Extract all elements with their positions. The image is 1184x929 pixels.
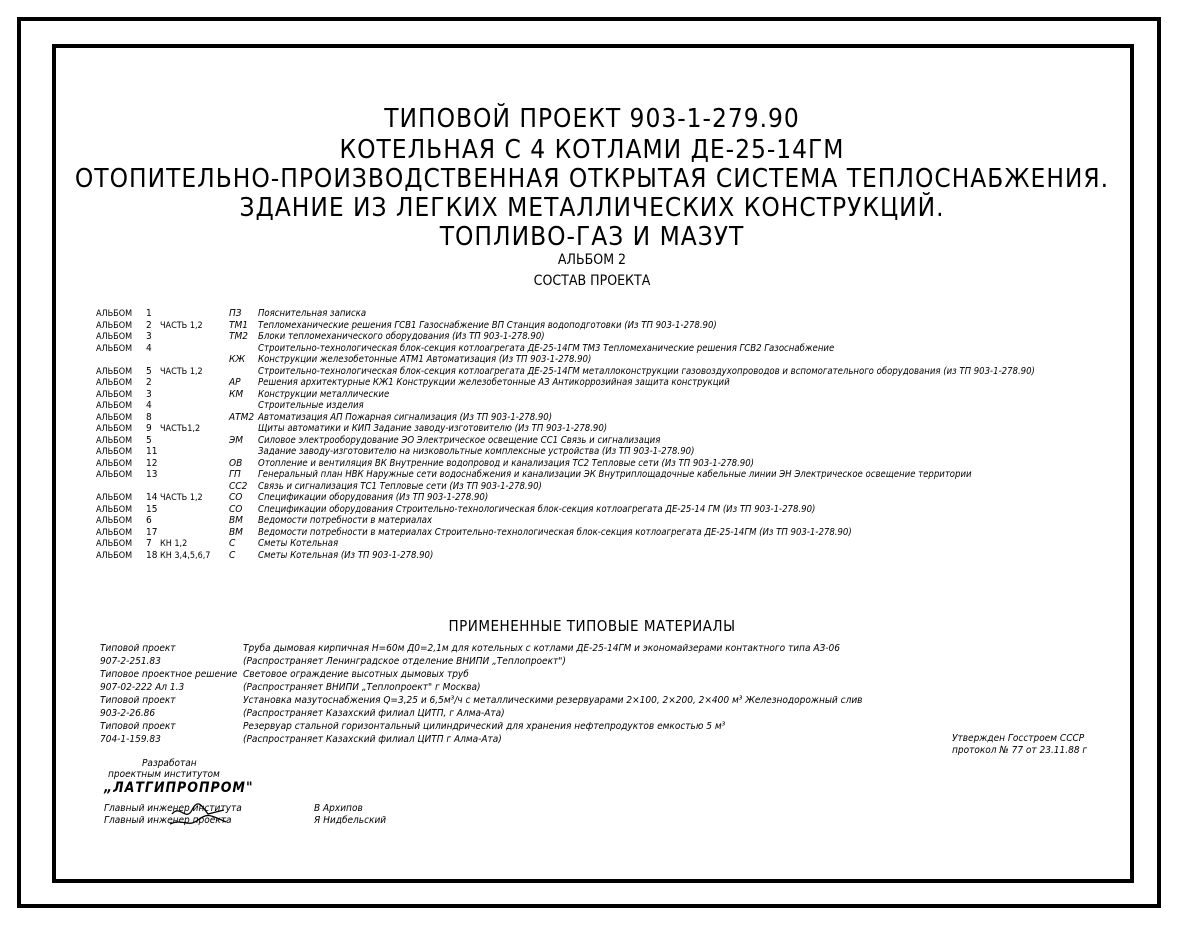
title-line-4: ЗДАНИЕ ИЗ ЛЕГКИХ МЕТАЛЛИЧЕСКИХ КОНСТРУКЦИЙ.	[239, 193, 945, 223]
album-row	[0, 492, 1184, 504]
material-reference: 907-2-251.83	[100, 656, 161, 667]
section-code: КМ	[229, 388, 244, 400]
title-line-5: ТОПЛИВО-ГАЗ И МАЗУТ	[439, 222, 745, 252]
album-number: 1	[146, 308, 152, 319]
album-row	[0, 308, 1184, 320]
album-part: ЧАСТЬ 1,2	[160, 493, 203, 503]
album-label: АЛЬБОМ	[96, 332, 133, 342]
material-row	[0, 682, 1184, 694]
material-reference: Типовой проект	[100, 695, 176, 706]
album-label: АЛЬБОМ	[96, 309, 133, 319]
album-label: АЛЬБОМ	[96, 470, 133, 480]
section-description: Строительные изделия	[258, 400, 364, 411]
material-description: (Распространяет Ленинградское отделение ВНИПИ „Теплопроект")	[243, 656, 566, 667]
album-part: ЧАСТЬ1,2	[160, 424, 201, 434]
album-row	[0, 423, 1184, 435]
signature-role-1: Главный инженер института	[104, 803, 242, 814]
section-code: ТМ1	[229, 319, 248, 331]
section-description: Сметы Котельная (Из ТП 903-1-278.90)	[258, 549, 434, 561]
album-number: 2	[146, 377, 152, 388]
section-code: АР	[229, 377, 241, 388]
section-code: СО	[229, 503, 243, 515]
section-description: Тепломеханические решения ГСВ1 Газоснабжение ВП Станция водоподготовки (Из ТП 903-1-278.90)	[258, 319, 717, 331]
album-label: АЛЬБОМ	[96, 401, 133, 411]
album-number: 8	[146, 411, 152, 423]
album-label: АЛЬБОМ	[96, 458, 133, 469]
handwritten-signature	[168, 800, 228, 828]
section-description: Щиты автоматики и КИП Задание заводу-изготовителю (Из ТП 903-1-278.90)	[258, 423, 608, 434]
material-description: (Распространяет ВНИПИ „Теплопроект" г Москва)	[243, 682, 481, 693]
section-description: Сметы Котельная	[258, 538, 339, 549]
album-number: 12	[146, 457, 158, 469]
album-row	[0, 469, 1184, 481]
album-row	[0, 331, 1184, 343]
section-description: Спецификации оборудования Строительно-технологическая блок-секция котлоагрегата ДЕ-25-14 ГМ (Из ТП 903-1-278.90)	[258, 503, 816, 515]
section-description: Ведомости потребности в материалах Строительно-технологическая блок-секция котлоагрегата ДЕ-25-14ГМ (Из ТП 903-1-278.90)	[258, 526, 852, 538]
signature-role-2: Главный инженер проекта	[104, 815, 232, 826]
material-description: (Распространяет Казахский филиал ЦИТП г Алма-Ата)	[243, 734, 502, 745]
album-label: АЛЬБОМ	[96, 539, 133, 549]
album-number: 14	[146, 492, 158, 503]
material-row	[0, 669, 1184, 681]
album-number: 7	[146, 538, 152, 549]
material-description: Установка мазутоснабжения Q=3,25 и 6,5м³/ч с металлическими резервуарами 2×100, 2×200, 2×400 м³ Железнодорожный слив	[243, 695, 863, 706]
section-description: Генеральный план НВК Наружные сети водоснабжения и канализации ЭК Внутриплощадочные кабельные линии ЭН Электрическое освещение территории	[258, 469, 972, 480]
developer-institute: „ЛАТГИПРОПРОМ"	[104, 780, 254, 796]
section-description: Связь и сигнализация ТС1 Тепловые сети (Из ТП 903-1-278.90)	[258, 480, 542, 492]
material-reference: Типовое проектное решение	[100, 669, 238, 680]
material-description: Световое ограждение высотных дымовых труб	[243, 669, 469, 680]
section-description: Конструкции железобетонные АТМ1 Автоматизация (Из ТП 903-1-278.90)	[258, 354, 592, 365]
section-description: Задание заводу-изготовителю на низковольтные комплексные устройства (Из ТП 903-1-278.90)	[258, 446, 695, 457]
signature-name-1: В Архипов	[314, 803, 363, 814]
album-number: 5	[146, 434, 152, 446]
developer-line-1: Разработан	[142, 758, 197, 769]
album-number: 15	[146, 503, 158, 515]
section-code: ПЗ	[229, 308, 242, 319]
section-description: Ведомости потребности в материалах	[258, 515, 433, 526]
material-row	[0, 695, 1184, 707]
section-description: Строительно-технологическая блок-секция котлоагрегата ДЕ-25-14ГМ металлоконструкции газовоздухопроводов и вспомогательного оборудования (из ТП 903-1-278.90)	[258, 365, 1035, 377]
album-number: 9	[146, 423, 152, 434]
album-number: 6	[146, 515, 152, 526]
material-description: Труба дымовая кирпичная Н=60м Д0=2,1м для котельных с котлами ДЕ-25-14ГМ и экономайзерами контактного типа АЗ-06	[243, 643, 840, 654]
section-code: КЖ	[229, 354, 246, 365]
materials-title: ПРИМЕНЕННЫЕ ТИПОВЫЕ МАТЕРИАЛЫ	[448, 617, 736, 635]
album-number: 18	[146, 549, 158, 561]
album-heading: АЛЬБОМ 2	[557, 252, 627, 268]
album-row	[0, 354, 1184, 366]
album-row	[0, 538, 1184, 550]
material-row	[0, 708, 1184, 720]
album-row	[0, 389, 1184, 401]
album-number: 4	[146, 342, 152, 354]
album-row	[0, 527, 1184, 539]
material-row	[0, 721, 1184, 733]
section-description: Автоматизация АП Пожарная сигнализация (Из ТП 903-1-278.90)	[258, 411, 553, 423]
section-code: СС2	[229, 480, 248, 492]
album-part: ЧАСТЬ 1,2	[160, 320, 203, 331]
section-code: ВМ	[229, 515, 243, 526]
section-code: ОВ	[229, 457, 243, 469]
album-row	[0, 550, 1184, 562]
section-description: Строительно-технологическая блок-секция котлоагрегата ДЕ-25-14ГМ ТМ3 Тепломеханические решения ГСВ2 Газоснабжение	[258, 342, 835, 354]
album-row	[0, 320, 1184, 332]
album-part: КН 3,4,5,6,7	[160, 550, 211, 561]
album-row	[0, 446, 1184, 458]
material-reference: 907-02-222 Ал 1.3	[100, 682, 185, 693]
section-description: Блоки тепломеханического оборудования (Из ТП 903-1-278.90)	[258, 331, 545, 342]
section-code: СО	[229, 492, 243, 503]
section-code: АТМ2	[229, 411, 255, 423]
section-description: Решения архитектурные КЖ1 Конструкции железобетонные АЗ Антикоррозийная защита конструкций	[258, 377, 730, 388]
title-line-3: ОТОПИТЕЛЬНО-ПРОИЗВОДСТВЕННАЯ ОТКРЫТАЯ СИСТЕМА ТЕПЛОСНАБЖЕНИЯ.	[74, 164, 1110, 194]
album-row	[0, 400, 1184, 412]
material-reference: 903-2-26.86	[100, 708, 156, 719]
title-line-1: ТИПОВОЙ ПРОЕКТ 903-1-279.90	[384, 104, 800, 134]
material-reference: 704-1-159.83	[100, 734, 161, 745]
album-label: АЛЬБОМ	[96, 550, 133, 561]
material-reference: Типовой проект	[100, 721, 176, 732]
album-row	[0, 377, 1184, 389]
album-label: АЛЬБОМ	[96, 493, 133, 503]
album-number: 17	[146, 526, 158, 538]
album-label: АЛЬБОМ	[96, 343, 133, 354]
album-number: 4	[146, 400, 152, 411]
album-label: АЛЬБОМ	[96, 389, 133, 400]
album-part: КН 1,2	[160, 539, 188, 549]
approval-line-1: Утвержден Госстроем СССР	[952, 733, 1085, 744]
signature-name-2: Я Нидбельский	[314, 815, 387, 826]
section-code: ВМ	[229, 526, 243, 538]
approval-line-2: протокол № 77 от 23.11.88 г	[952, 745, 1088, 756]
album-number: 3	[146, 331, 152, 342]
section-code: ГП	[229, 469, 241, 480]
album-row	[0, 343, 1184, 355]
album-label: АЛЬБОМ	[96, 435, 133, 446]
album-number: 2	[146, 319, 152, 331]
album-label: АЛЬБОМ	[96, 366, 133, 377]
section-description: Отопление и вентиляция ВК Внутренние водопровод и канализация ТС2 Тепловые сети (Из ТП 903-1-278.90)	[258, 457, 755, 469]
album-number: 13	[146, 469, 158, 480]
section-code: ТМ2	[229, 331, 248, 342]
approval-note	[952, 733, 1087, 757]
album-row	[0, 515, 1184, 527]
album-label: АЛЬБОМ	[96, 447, 133, 457]
section-code: ЭМ	[229, 434, 244, 446]
title-line-2: КОТЕЛЬНАЯ С 4 КОТЛАМИ ДЕ-25-14ГМ	[339, 135, 845, 165]
album-row	[0, 412, 1184, 424]
material-reference: Типовой проект	[100, 643, 176, 654]
section-code: С	[229, 538, 236, 549]
section-description: Пояснительная записка	[258, 308, 367, 319]
album-number: 5	[146, 365, 152, 377]
material-description: (Распространяет Казахский филиал ЦИТП, г Алма-Ата)	[243, 708, 505, 719]
album-label: АЛЬБОМ	[96, 516, 133, 526]
album-part: ЧАСТЬ 1,2	[160, 366, 203, 377]
section-code: С	[229, 549, 236, 561]
album-row	[0, 435, 1184, 447]
material-description: Резервуар стальной горизонтальный цилиндрический для хранения нефтепродуктов емкостью 5 м³	[243, 721, 726, 732]
album-row	[0, 481, 1184, 493]
developer-line-2: проектным институтом	[108, 769, 220, 780]
album-row	[0, 366, 1184, 378]
album-label: АЛЬБОМ	[96, 527, 133, 538]
section-description: Конструкции металлические	[258, 388, 390, 400]
album-row	[0, 504, 1184, 516]
album-label: АЛЬБОМ	[96, 320, 133, 331]
album-row	[0, 458, 1184, 470]
material-row	[0, 643, 1184, 655]
section-description: Спецификации оборудования (Из ТП 903-1-278.90)	[258, 492, 489, 503]
album-number: 11	[146, 446, 158, 457]
album-label: АЛЬБОМ	[96, 378, 133, 388]
material-row	[0, 656, 1184, 668]
album-label: АЛЬБОМ	[96, 504, 133, 515]
album-number: 3	[146, 388, 152, 400]
album-label: АЛЬБОМ	[96, 412, 133, 423]
album-label: АЛЬБОМ	[96, 424, 133, 434]
section-description: Силовое электрооборудование ЭО Электрическое освещение СС1 Связь и сигнализация	[258, 434, 661, 446]
composition-heading: СОСТАВ ПРОЕКТА	[533, 273, 651, 289]
